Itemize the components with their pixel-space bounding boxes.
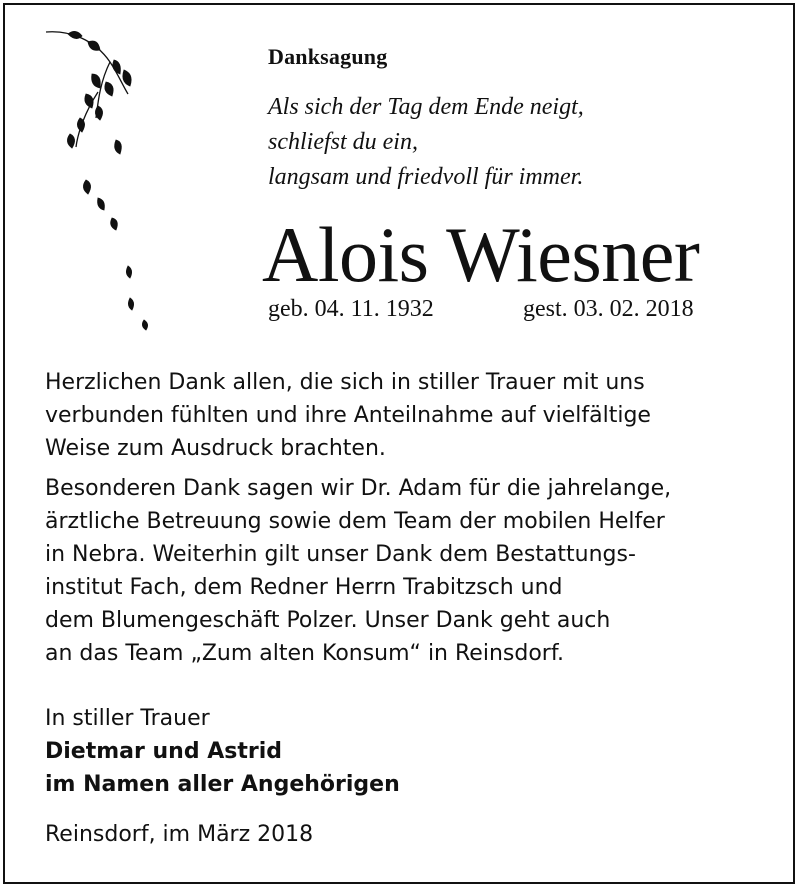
signoff-intro: In stiller Trauer [45,706,210,731]
text-line: dem Blumengeschäft Polzer. Unser Dank geht auch [45,608,611,633]
birth-date: geb. 04. 11. 1932 [268,296,434,322]
thanks-paragraph-2 [45,472,785,670]
poem-line: langsam und friedvoll für immer. [268,164,584,190]
thanks-paragraph-1 [45,366,785,465]
text-line: verbunden fühlten und ihre Anteilnahme auf vielfältige [45,403,651,428]
text-line: institut Fach, dem Redner Herrn Trabitzsch und [45,575,563,600]
text-line: ärztliche Betreuung sowie dem Team der mobilen Helfer [45,509,665,534]
place-date: Reinsdorf, im März 2018 [45,822,314,847]
text-line: Besonderen Dank sagen wir Dr. Adam für die jahrelange, [45,476,672,501]
leaf-branch-icon [40,22,170,342]
poem [268,90,768,195]
poem-line: schliefst du ein, [268,129,418,155]
deceased-name: Alois Wiesner [262,211,700,298]
signoff-relatives: im Namen aller Angehörigen [45,772,400,797]
signoff-names: Dietmar und Astrid [45,739,283,764]
text-line: in Nebra. Weiterhin gilt unser Dank dem Bestattungs- [45,542,636,567]
heading-danksagung: Danksagung [268,44,388,69]
life-dates [268,296,748,323]
text-line: an das Team „Zum alten Konsum“ in Reinsdorf. [45,641,564,666]
death-date: gest. 03. 02. 2018 [523,296,694,322]
text-line: Herzlichen Dank allen, die sich in stiller Trauer mit uns [45,370,645,395]
text-line: Weise zum Ausdruck brachten. [45,436,386,461]
signoff [45,702,400,801]
poem-line: Als sich der Tag dem Ende neigt, [268,94,584,120]
